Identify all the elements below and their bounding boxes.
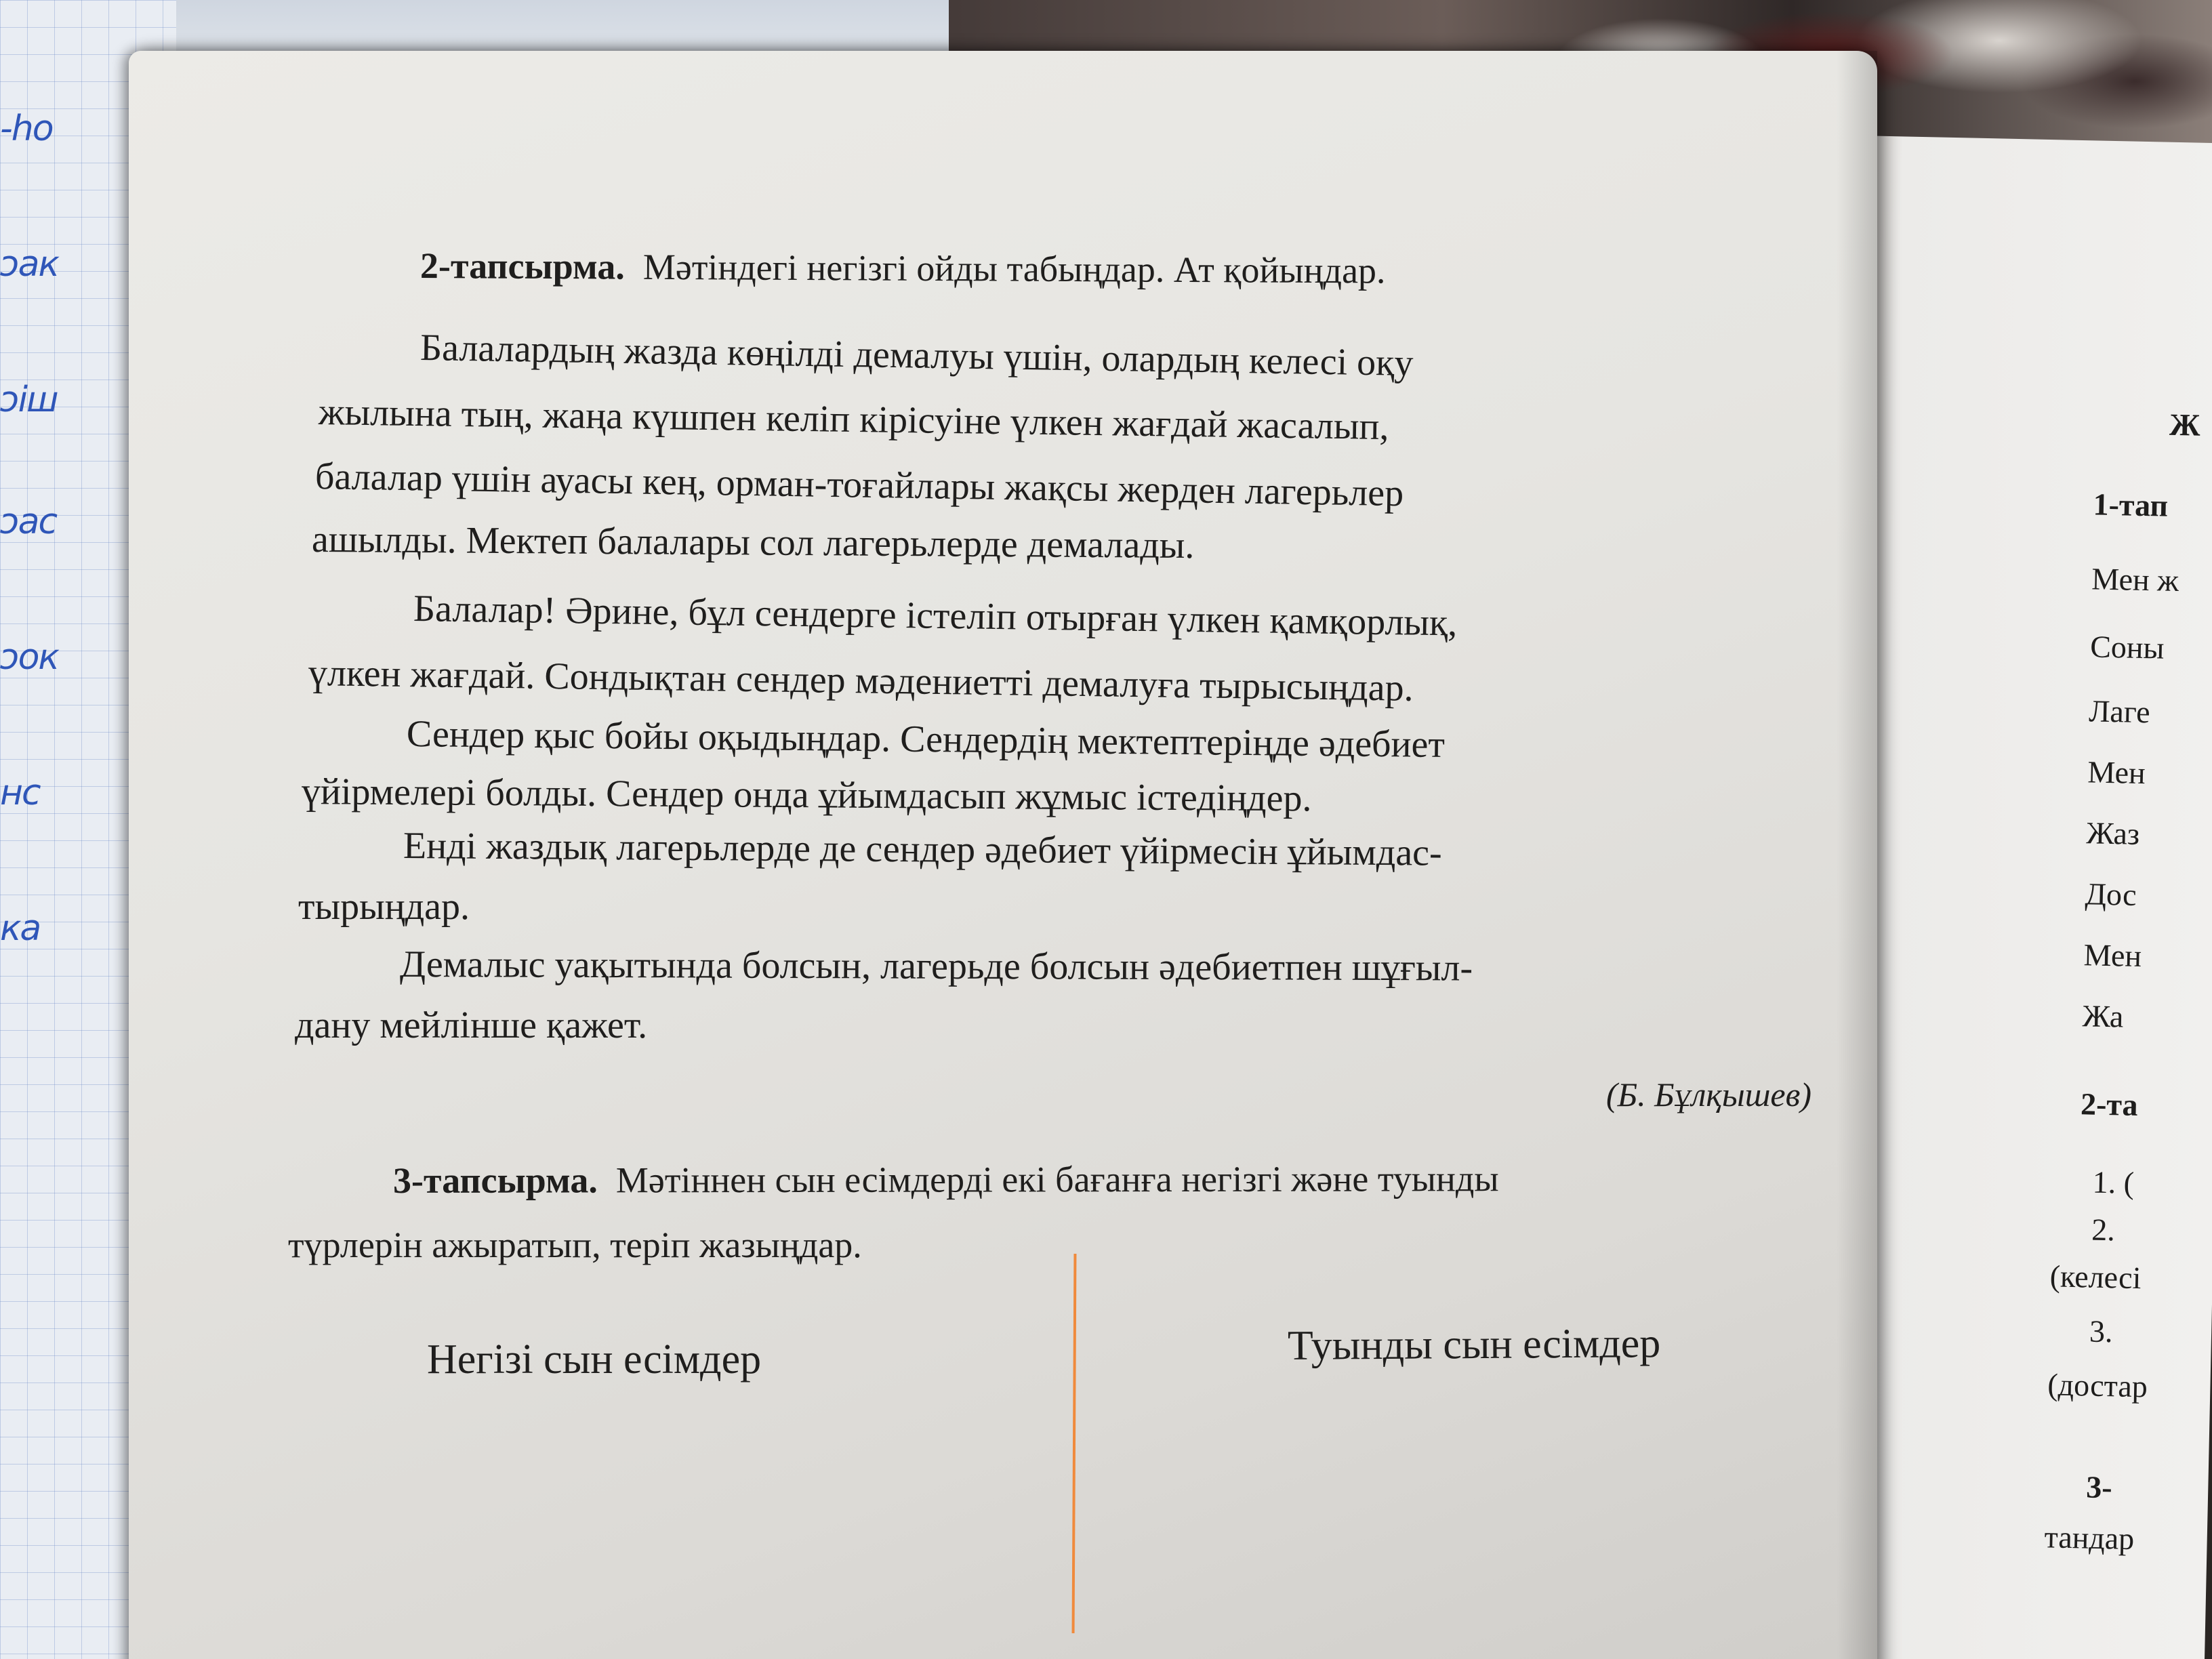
handwriting-line: ɔок (0, 637, 58, 678)
column-header-derived-adjectives: Туынды сын есімдер (1287, 1320, 1661, 1369)
handwriting-line: -hо (0, 108, 53, 149)
handwriting-line: ɔіш (0, 380, 58, 420)
task2-header (420, 247, 1386, 289)
right-page-text: 3- (2085, 1469, 2113, 1505)
passage-line: Балалардың жазда көңілді демалуы үшін, олардың келесі оқу (419, 327, 1414, 385)
passage-line: дану мейлінше қажет. (295, 1004, 648, 1046)
passage-line: ашылды. Мектеп балалары сол лагерьлерде демалады. (311, 518, 1195, 567)
task2-number: 2-тапсырма. (419, 245, 625, 287)
handwriting-line: ɔак (0, 244, 58, 285)
passage-line: жылына тың, жаңа күшпен келіп кірісуіне үлкен жағдай жасалып, (318, 391, 1389, 449)
task3-header (393, 1160, 1499, 1199)
handwriting-line: ɔас (0, 501, 57, 542)
textbook-page (129, 51, 1877, 1659)
task2-instruction: Мәтіндегі негізгі ойды табыңдар. Ат қойыңдар. (642, 246, 1386, 291)
right-page-text: (келесі (2049, 1258, 2142, 1296)
handwriting-line: ка (0, 908, 41, 949)
right-page-text: 2-та (2080, 1086, 2139, 1122)
right-page-text: Лаге (2088, 693, 2151, 730)
passage-line: үйірмелері болды. Сендер онда ұйымдасып жұмыс істедіңдер. (301, 771, 1312, 820)
right-page-text: 1-тап (2093, 487, 2169, 523)
right-page-text: Мен (2087, 754, 2146, 791)
right-page-text: 3. (2089, 1313, 2114, 1349)
passage-line: Сендер қыс бойы оқыдыңдар. Сендердің мектептеріңде әдебиет (406, 713, 1446, 766)
right-page-text: Соны (2089, 629, 2165, 665)
passage-line: Енді жаздық лагерьлерде де сендер әдебиет үйірмесін ұйымдас- (403, 825, 1442, 874)
right-page-text: 1. ( (2092, 1164, 2135, 1200)
task3-number: 3-тапсырма. (392, 1160, 598, 1201)
task3-instruction-line2: түрлерін ажыратып, теріп жазыңдар. (288, 1225, 862, 1265)
right-page-text: Мен (2083, 937, 2142, 974)
right-page-text: Жа (2082, 998, 2124, 1034)
column-header-base-adjectives: Негізі сын есімдер (427, 1336, 762, 1382)
page-text-area (129, 51, 1877, 1659)
handwriting-line: нс (0, 773, 40, 813)
passage-author: (Б. Бұлқышев) (1606, 1076, 1811, 1113)
right-page (1824, 136, 2212, 1659)
right-page-text: 2. (2091, 1212, 2116, 1248)
right-page-text: Мен ж (2091, 561, 2179, 598)
task3-instruction-line1: Мәтіннен сын есімдерді екі бағанға негізгі және туынды (615, 1158, 1499, 1201)
passage-line: балалар үшін ауасы кең, орман-тоғайлары жақсы жерден лагерьлер (314, 455, 1404, 515)
passage-line: тырыңдар. (298, 886, 470, 928)
passage-line: Балалар! Әрине, бұл сендерге істеліп отырған үлкен қамқорлық, (413, 588, 1458, 644)
passage-line: Демалыс уақытында болсын, лагерьде болсын әдебиетпен шұғыл- (399, 943, 1473, 989)
right-page-text: тандар (2044, 1519, 2135, 1557)
passage-line: үлкен жағдай. Сондықтан сендер мәдениетті демалуға тырысыңдар. (308, 652, 1414, 710)
right-page-text: (достар (2047, 1367, 2148, 1404)
right-page-text: Дос (2085, 876, 2137, 912)
right-page-text: Ж (2169, 407, 2201, 443)
right-page-text: Жаз (2085, 815, 2140, 851)
